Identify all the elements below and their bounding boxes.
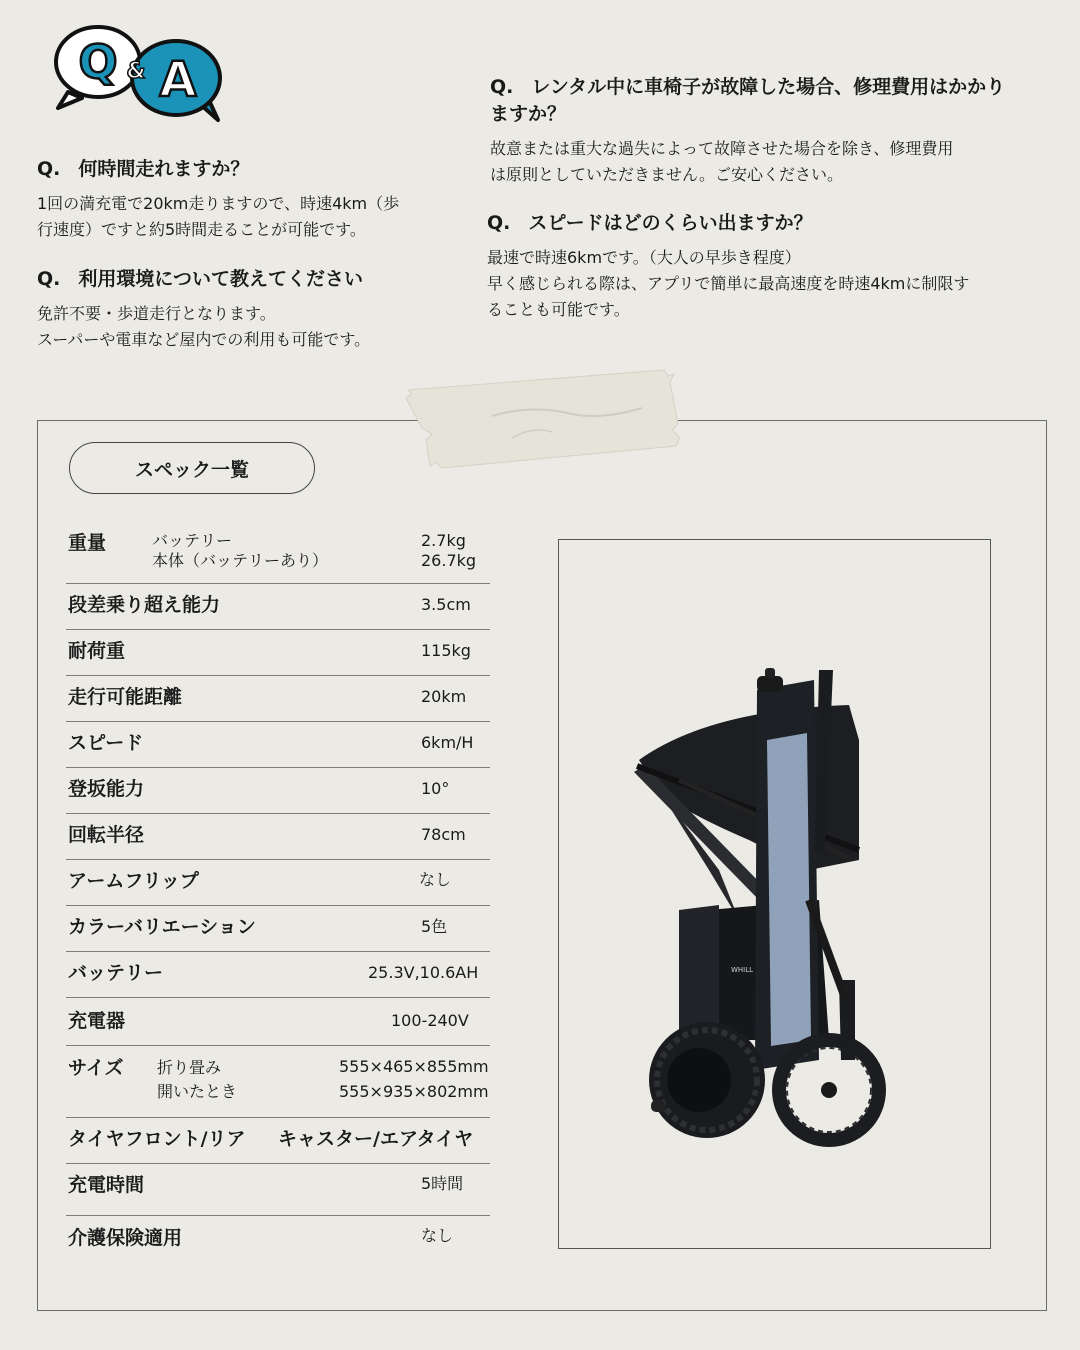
faq-answer	[490, 136, 1040, 188]
spec-value: 5色	[421, 917, 448, 936]
answer-line: 1回の満充電で20km走りますので、時速4km（歩	[37, 194, 400, 213]
spec-label: 重量	[68, 532, 107, 554]
question-mark: Q.	[37, 158, 61, 180]
spec-row-size	[66, 1045, 490, 1118]
spec-row	[66, 997, 490, 1046]
spec-label: 充電時間	[68, 1174, 145, 1196]
spec-value: 78cm	[421, 825, 466, 844]
faq-item-speed	[487, 210, 1047, 323]
spec-row	[66, 675, 490, 722]
spec-value: 6km/H	[421, 733, 474, 752]
spec-label: アームフリップ	[68, 870, 199, 892]
spec-value: 25.3V,10.6AH	[368, 963, 479, 982]
faq-item-runtime	[37, 156, 447, 243]
spec-row	[66, 767, 490, 814]
folded-wheelchair-image	[559, 540, 990, 1248]
spec-sublabel: バッテリー	[152, 531, 233, 550]
question-text: レンタル中に車椅子が故障した場合、修理費用はかかり	[531, 76, 1006, 98]
spec-row-tire	[66, 1117, 490, 1164]
answer-line: は原則としていただきません。ご安心ください。	[490, 165, 843, 184]
spec-value: 115kg	[421, 641, 471, 660]
spec-value: なし	[419, 870, 452, 889]
spec-value: 10°	[421, 779, 450, 798]
spec-sublabel: 開いたとき	[157, 1082, 238, 1101]
spec-title: スペック一覧	[134, 458, 249, 481]
spec-row	[66, 629, 490, 676]
spec-title-badge	[69, 442, 315, 494]
faq-answer	[487, 245, 1047, 323]
faq-question	[37, 266, 447, 293]
spec-label: バッテリー	[68, 962, 164, 984]
spec-row	[66, 905, 490, 952]
spec-label: 充電器	[68, 1010, 126, 1032]
product-photo-frame	[558, 539, 991, 1249]
spec-label: 介護保険適用	[68, 1227, 183, 1249]
answer-line: 故意または重大な過失によって故障させた場合を除き、修理費用	[490, 139, 954, 158]
logo-q-letter: Q	[78, 35, 118, 89]
question-mark: Q.	[37, 268, 61, 290]
faq-question	[490, 74, 1040, 128]
spec-value: なし	[421, 1226, 454, 1245]
product-brand-text: WHILL	[731, 966, 754, 974]
spec-label: スピード	[68, 732, 144, 754]
spec-row	[66, 813, 490, 860]
spec-label: 回転半径	[68, 824, 145, 846]
question-mark: Q.	[490, 76, 514, 98]
question-text: スピードはどのくらい出ますか？	[528, 212, 813, 234]
answer-line: スーパーや電車など屋内での利用も可能です。	[37, 330, 371, 349]
spec-row	[66, 859, 490, 906]
spec-value: 3.5cm	[421, 595, 471, 614]
question-text: 何時間走れますか？	[78, 158, 250, 180]
spec-row	[66, 721, 490, 768]
answer-line: ることも可能です。	[487, 300, 630, 319]
faq-answer	[37, 301, 447, 353]
spec-label: タイヤフロント/リア	[68, 1128, 246, 1150]
spec-value: 5時間	[421, 1174, 464, 1193]
spec-label: 耐荷重	[68, 640, 126, 662]
spec-sublabel: 本体（バッテリーあり）	[152, 551, 329, 570]
spec-value: 26.7kg	[421, 551, 477, 570]
answer-line: 免許不要・歩道走行となります。	[37, 304, 276, 323]
faq-item-repair	[490, 74, 1040, 188]
spec-value: 2.7kg	[421, 531, 466, 550]
logo-ampersand: &	[126, 59, 146, 84]
question-text: ますか？	[490, 103, 567, 125]
answer-line: 行速度）ですと約5時間走ることが可能です。	[37, 220, 366, 239]
spec-label: 登坂能力	[68, 778, 145, 800]
logo-a-letter: A	[159, 52, 197, 108]
spec-value: 100-240V	[391, 1011, 469, 1030]
faq-question	[37, 156, 447, 183]
spec-row	[66, 951, 490, 998]
spec-label: カラーバリエーション	[68, 916, 256, 938]
spec-row	[66, 583, 490, 630]
question-text: 利用環境について教えてください	[78, 268, 363, 290]
spec-sublabel: 折り畳み	[157, 1058, 222, 1077]
faq-question	[487, 210, 1047, 237]
spec-row-insurance	[66, 1215, 490, 1261]
spec-value: 555×935×802mm	[339, 1082, 489, 1101]
masking-tape	[402, 368, 682, 472]
question-mark: Q.	[487, 212, 511, 234]
spec-label: 走行可能距離	[68, 686, 183, 708]
answer-line: 最速で時速6kmです。（大人の早歩き程度）	[487, 248, 801, 267]
spec-row-charge-time	[66, 1163, 490, 1216]
spec-row-weight	[66, 522, 490, 584]
spec-value: 20km	[421, 687, 467, 706]
spec-value: 555×465×855mm	[339, 1057, 489, 1076]
qa-logo	[52, 22, 224, 126]
answer-line: 早く感じられる際は、アプリで簡単に最高速度を時速4kmに制限す	[487, 274, 970, 293]
faq-answer	[37, 191, 447, 243]
faq-item-environment	[37, 266, 447, 353]
spec-label: サイズ	[68, 1057, 124, 1079]
spec-value: キャスター/エアタイヤ	[278, 1128, 474, 1150]
spec-label: 段差乗り超え能力	[68, 594, 221, 616]
